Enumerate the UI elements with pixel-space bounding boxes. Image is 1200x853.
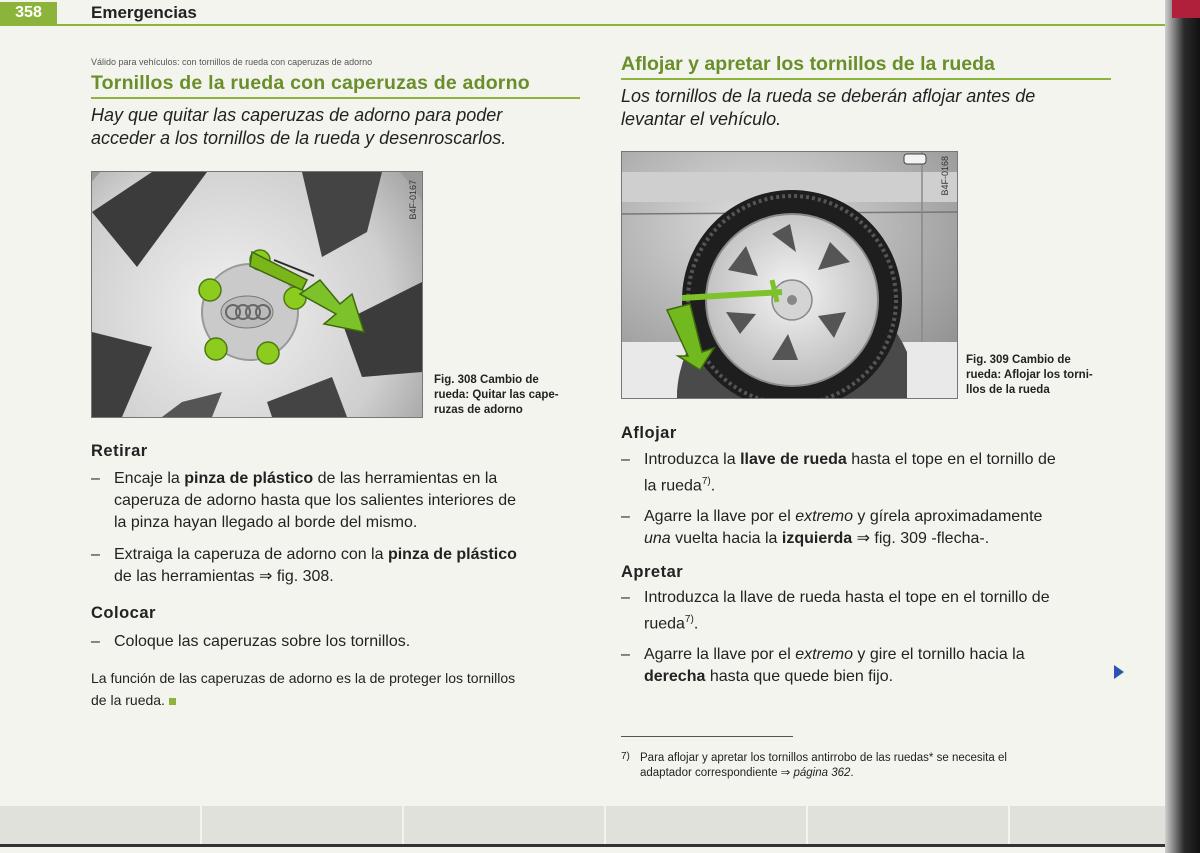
text-run: pinza de plástico — [387, 546, 517, 563]
apretar-list — [621, 587, 1116, 697]
heading-aflojar: Aflojar — [621, 424, 677, 442]
list-item — [91, 544, 586, 588]
caps-function-note — [91, 667, 586, 711]
text-run: y gire el tornillo hacia la — [852, 646, 1025, 664]
lead-line: acceder a los tornillos de la rueda y desenroscarlos. — [91, 128, 507, 148]
list-item-line — [644, 528, 1116, 550]
text-run: Agarre la llave por el — [644, 508, 796, 526]
text-run: Coloque las caperuzas sobre los tornillos. — [114, 633, 411, 650]
text-run: Introduzca la — [644, 451, 741, 468]
page-binding-shadow — [1165, 0, 1200, 853]
text-run: Para aflojar y apretar los tornillos antirrobo de las ruedas* se necesita el — [640, 752, 1007, 764]
aflojar-list — [621, 449, 1116, 559]
footnote-mark: 7) — [621, 751, 630, 762]
list-item-line — [114, 468, 586, 490]
footnote-ref: 7) — [684, 614, 694, 625]
end-of-section-mark — [169, 698, 176, 705]
text-run: . — [850, 767, 854, 779]
note-line: La función de las caperuzas de adorno es la de proteger los tornillos — [91, 670, 516, 686]
text-run: pinza de plástico — [184, 470, 314, 487]
validity-note: Válido para vehículos: con tornillos de rueda con caperuzas de adorno — [91, 57, 373, 67]
page-number: 358 — [0, 2, 57, 24]
heading-colocar: Colocar — [91, 604, 156, 622]
text-run: . — [693, 615, 699, 633]
title-underline — [621, 78, 1111, 80]
footer-rule — [0, 844, 1165, 847]
text-run: . — [710, 477, 716, 495]
lead-line: Los tornillos de la rueda se deberán aflojar antes de — [621, 86, 1036, 106]
text-run: rueda — [644, 615, 685, 633]
figure-308-caption — [434, 373, 584, 418]
text-run: Agarre la llave por el — [644, 646, 796, 664]
text-run: y gírela aproximadamente — [852, 508, 1043, 526]
footer-divider — [1008, 806, 1010, 844]
list-item — [621, 506, 1116, 550]
list-item-line — [114, 566, 586, 588]
caption-line: Fig. 309 Cambio de — [966, 354, 1071, 366]
list-item-line — [644, 666, 1116, 688]
text-run: caperuza de adorno hasta que los salientes interiores de — [114, 492, 517, 509]
section-title-caps: Tornillos de la rueda con caperuzas de adorno — [91, 72, 530, 94]
footer-divider — [806, 806, 808, 844]
figure-308-image — [91, 171, 423, 418]
footnote-text — [640, 751, 1118, 781]
text-run: la pinza hayan llegado al borde del mismo. — [114, 514, 418, 531]
lead-line: levantar el vehículo. — [621, 109, 782, 129]
list-item-line — [644, 449, 1116, 471]
text-run: Introduzca la llave de rueda hasta el tope en el tornillo de — [644, 589, 1050, 606]
text-run: hasta el tope en el tornillo de — [846, 451, 1056, 468]
footer-bar — [0, 806, 1165, 844]
list-dash: – — [91, 546, 100, 563]
list-item-line — [644, 506, 1116, 528]
text-run: adaptador correspondiente ⇒ — [640, 767, 794, 779]
text-run: Encaje la — [114, 470, 185, 487]
footnote-line — [640, 766, 1118, 781]
text-run: vuelta hacia la — [670, 530, 782, 548]
figure-309-image — [621, 151, 958, 399]
continue-arrow-icon — [1114, 665, 1124, 679]
text-run: extremo — [795, 508, 853, 526]
list-item-line — [114, 631, 586, 653]
lead-text-right — [621, 85, 1116, 131]
heading-apretar: Apretar — [621, 563, 684, 581]
title-underline — [91, 97, 580, 99]
caption-line: Fig. 308 Cambio de — [434, 374, 539, 386]
text-run: de las herramientas ⇒ fig. 308. — [114, 568, 334, 585]
list-item-line — [114, 544, 586, 566]
chapter-title: Emergencias — [91, 3, 197, 22]
text-run: una — [644, 530, 671, 548]
list-item — [621, 644, 1116, 688]
list-dash: – — [621, 451, 630, 468]
list-dash: – — [91, 633, 100, 650]
note-line: de la rueda. — [91, 692, 165, 708]
list-item-line — [644, 644, 1116, 666]
list-item — [621, 587, 1116, 635]
text-run: llave de rueda — [740, 451, 847, 468]
footnote-rule — [621, 736, 793, 737]
list-item — [91, 631, 586, 653]
lead-line: Hay que quitar las caperuzas de adorno para poder — [91, 105, 503, 125]
text-run: derecha — [644, 668, 706, 686]
footer-divider — [604, 806, 606, 844]
heading-retirar: Retirar — [91, 442, 148, 460]
list-item-line — [644, 587, 1116, 609]
list-item-line — [644, 609, 1116, 635]
figure-code: B4F-0168 — [940, 156, 950, 196]
footer-divider — [402, 806, 404, 844]
retirar-list — [91, 468, 586, 598]
text-run: página 362 — [793, 767, 851, 779]
text-run: extremo — [795, 646, 853, 664]
footer-divider — [200, 806, 202, 844]
figure-code: B4F-0167 — [408, 180, 418, 220]
caption-line: llos de la rueda — [966, 384, 1050, 396]
text-run: hasta que quede bien fijo. — [705, 668, 894, 686]
text-run: izquierda — [781, 530, 853, 548]
car-wheel-wrench-illustration — [622, 152, 957, 398]
text-run: ⇒ fig. 309 -flecha-. — [852, 530, 990, 548]
caption-line: rueda: Quitar las cape- — [434, 389, 559, 401]
colocar-list — [91, 631, 586, 663]
list-dash: – — [91, 470, 100, 487]
caption-line: ruzas de adorno — [434, 404, 523, 416]
list-dash: – — [621, 589, 630, 606]
lead-text-left — [91, 104, 591, 150]
wheel-closeup-illustration — [92, 172, 422, 417]
list-item — [91, 468, 586, 534]
list-item-line — [114, 512, 586, 534]
figure-309-caption — [966, 353, 1116, 398]
list-item-line — [644, 471, 1116, 497]
list-item-line — [114, 490, 586, 512]
caption-line: rueda: Aflojar los torni- — [966, 369, 1093, 381]
list-dash: – — [621, 646, 630, 664]
text-run: de las herramientas en la — [313, 470, 498, 487]
list-item — [621, 449, 1116, 497]
footnote-line — [640, 751, 1118, 766]
text-run: la rueda — [644, 477, 702, 495]
text-run: Extraiga la caperuza de adorno con la — [114, 546, 388, 563]
header-rule — [0, 24, 1165, 26]
section-title-caps: Aflojar y apretar los tornillos de la rueda — [621, 53, 995, 75]
corner-tab — [1172, 0, 1200, 18]
footnote-ref: 7) — [701, 476, 711, 487]
list-dash: – — [621, 508, 630, 526]
